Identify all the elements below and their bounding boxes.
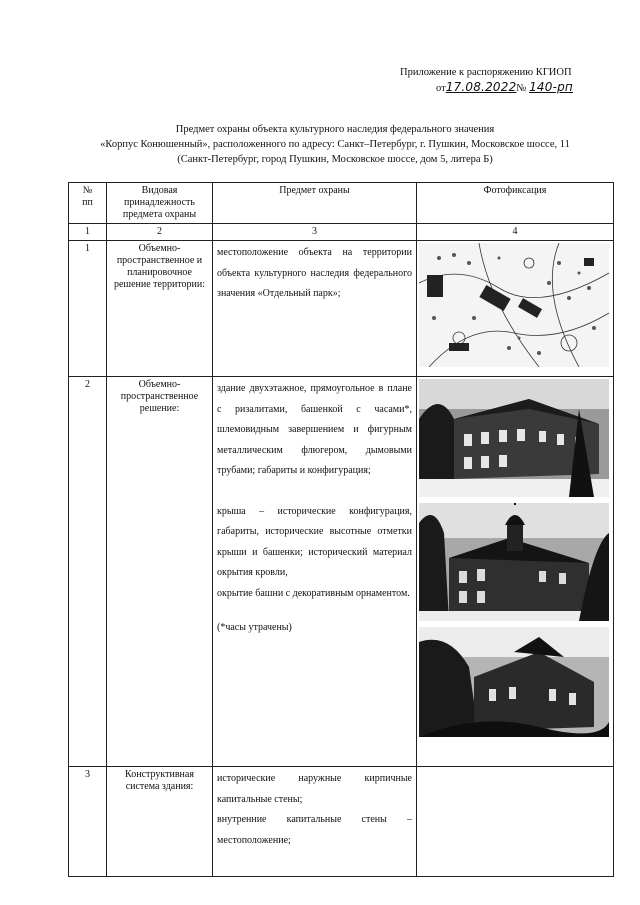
row-number: 2 <box>69 377 107 767</box>
appendix-date: 17.08.2022 <box>445 80 517 94</box>
row-photo <box>417 767 614 877</box>
title-line1: Предмет охраны объекта культурного наследия федерального значения <box>175 124 495 135</box>
appendix-line2 <box>400 80 573 96</box>
table-row <box>69 241 614 377</box>
subject-paragraph: внутренние капитальные стены – местоположение; <box>217 814 412 846</box>
col-number-2: 2 <box>107 224 213 241</box>
row-number: 1 <box>69 241 107 377</box>
subject-note: (*часы утрачены) <box>217 622 292 633</box>
row-photos <box>417 377 614 767</box>
appendix-number: 140-рп <box>529 80 573 94</box>
subject-paragraph: исторические наружные кирпичные капитальные стены; <box>217 773 412 805</box>
subject-paragraph: здание двухэтажное, прямоугольное в плане с ризалитами, башенкой с часами*, шлемовидным завершением и фигурным металлическим флюгером, дымовыми трубами; габариты и конфигурация; <box>217 383 412 476</box>
appendix-note <box>400 66 573 96</box>
row-subject <box>213 767 417 877</box>
appendix-no-sign: № <box>516 83 527 94</box>
header-photo: Фотофиксация <box>417 183 614 224</box>
col-number-1: 1 <box>69 224 107 241</box>
col-number-4: 4 <box>417 224 614 241</box>
header-kind: Видовая принадлежность предмета охраны <box>107 183 213 224</box>
row-photo <box>417 241 614 377</box>
document-title <box>40 122 630 167</box>
header-row <box>69 183 614 224</box>
title-line2: «Корпус Конюшенный», расположенного по адресу: Санкт–Петербург, г. Пушкин, Московское шоссе, 11 <box>100 139 570 150</box>
row-subject: местоположение объекта на территории объекта культурного наследия федерального значения «Отдельный парк»; <box>213 241 417 377</box>
subject-paragraph: окрытие башни с декоративным орнаментом. <box>217 587 410 599</box>
row-subject <box>213 377 417 767</box>
building-photo-2 <box>419 503 609 621</box>
site-plan-image <box>419 243 609 367</box>
title-line3: (Санкт-Петербург, город Пушкин, Московское шоссе, дом 5, литера Б) <box>177 154 493 165</box>
row-kind: Объемно-пространственное решение: <box>107 377 213 767</box>
appendix-line1: Приложение к распоряжению КГИОП <box>400 67 572 78</box>
header-subject: Предмет охраны <box>213 183 417 224</box>
header-num: № пп <box>69 183 107 224</box>
table-row <box>69 377 614 767</box>
row-number: 3 <box>69 767 107 877</box>
protection-table <box>68 182 614 877</box>
column-number-row <box>69 224 614 241</box>
row-kind: Конструктивная система здания: <box>107 767 213 877</box>
subject-paragraph: крыша – исторические конфигурация, габариты, исторические высотные отметки крыши и башенки; исторический материал окрытия кровли, <box>217 505 412 578</box>
building-photo-1 <box>419 379 609 497</box>
building-photo-3 <box>419 627 609 737</box>
col-number-3: 3 <box>213 224 417 241</box>
row-kind: Объемно-пространственное и планировочное решение территории: <box>107 241 213 377</box>
appendix-prefix: от <box>436 83 446 94</box>
table-row <box>69 767 614 877</box>
